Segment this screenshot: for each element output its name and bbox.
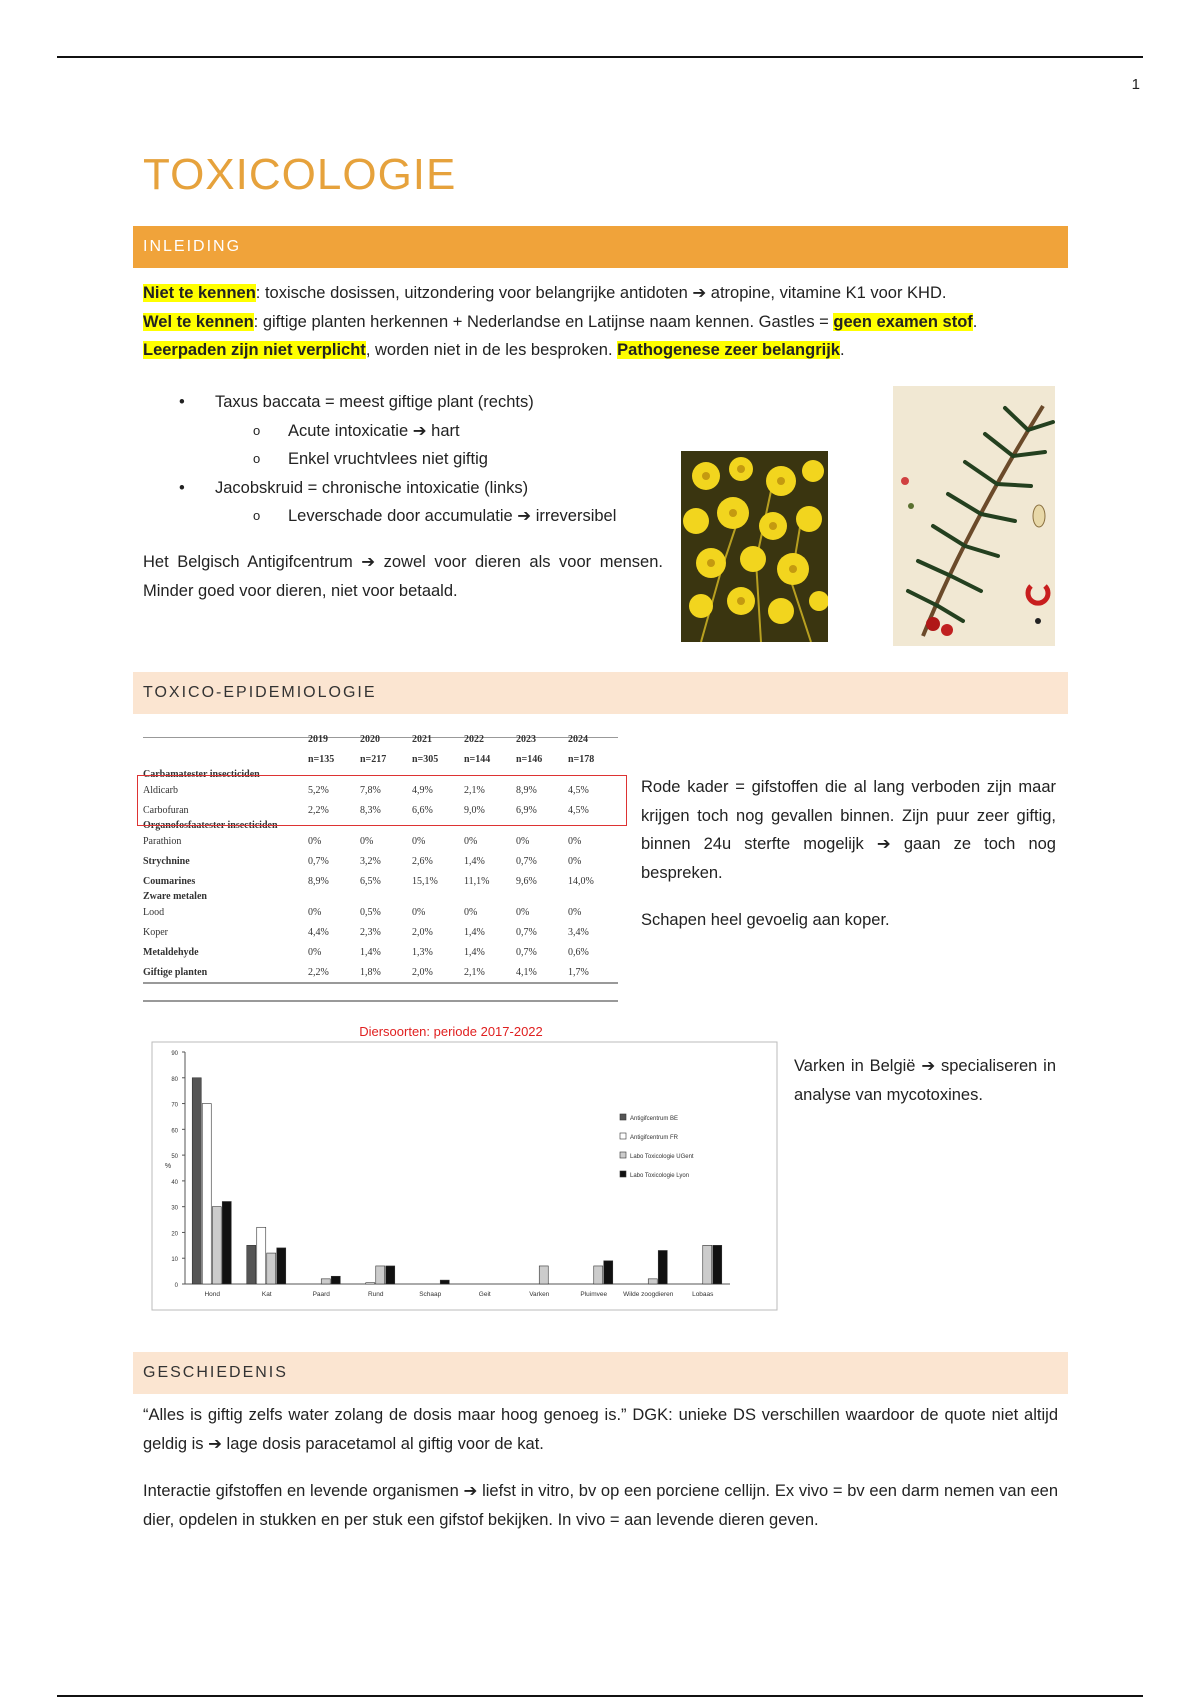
list-item: o Leverschade door accumulatie ➔ irreversibel: [143, 502, 616, 531]
bar: [594, 1266, 603, 1284]
y-tick-label: 0: [174, 1283, 178, 1289]
n-header: n=144: [464, 753, 491, 765]
y-tick-label: 60: [171, 1128, 178, 1135]
table-cell: 0%: [308, 835, 322, 847]
table-row: [143, 831, 620, 851]
y-tick-label: 80: [171, 1076, 178, 1083]
page-number: 1: [1131, 76, 1140, 93]
table-cell: 0%: [412, 835, 426, 847]
legend-swatch: [620, 1133, 626, 1139]
bar: [713, 1245, 722, 1284]
table-cell: [308, 891, 360, 902]
legend-swatch: [620, 1114, 626, 1120]
table-cell: 1,4%: [464, 926, 485, 938]
taxus-baccata-image: [893, 386, 1055, 646]
highlight-geen-examen-stof: geen examen stof: [833, 312, 973, 331]
table-cell: 0%: [308, 906, 322, 918]
table-cell: 5,2%: [308, 784, 329, 796]
highlight-wel-te-kennen: Wel te kennen: [143, 312, 254, 331]
table-cell: 1,8%: [360, 966, 381, 978]
list-item: o Enkel vruchtvlees niet giftig: [143, 445, 616, 474]
bar: [703, 1245, 712, 1284]
list-item: • Jacobskruid = chronische intoxicatie (links): [143, 474, 616, 503]
y-tick-label: 50: [171, 1154, 178, 1161]
table-cell: [412, 891, 464, 902]
x-tick-label: Wilde zoogdieren: [623, 1291, 674, 1298]
table-cell: 2,2%: [308, 804, 329, 816]
red-frame: [137, 775, 627, 826]
table-cell: 2,0%: [412, 966, 433, 978]
bar: [539, 1266, 548, 1284]
year-header: 2024: [568, 733, 588, 745]
legend-label: Labo Toxicologie UGent: [630, 1154, 694, 1160]
table-cell: [360, 891, 412, 902]
table-cell: 0%: [568, 906, 582, 918]
highlight-leerpaden: Leerpaden zijn niet verplicht: [143, 341, 366, 359]
table-cell: 2,1%: [464, 966, 485, 978]
table-cell: 0,7%: [308, 855, 329, 867]
table-row: [143, 871, 620, 891]
table-cell: 1,4%: [360, 946, 381, 958]
table-cell: 4,5%: [568, 784, 589, 796]
row-label: Koper: [143, 926, 168, 938]
n-header: n=178: [568, 753, 595, 765]
intro-line-1: [143, 279, 1058, 308]
bar: [321, 1279, 330, 1284]
row-label: Carbofuran: [143, 804, 189, 816]
row-label: Metaldehyde: [143, 946, 199, 958]
intro-line-1-text: : toxische dosissen, uitzondering voor belangrijke antidoten ➔ atropine, vitamine K1 voor KHD.: [255, 284, 947, 302]
x-tick-label: Pluimvee: [580, 1291, 608, 1298]
table-row: [143, 942, 620, 962]
species-chart-svg: [140, 1018, 790, 1313]
n-header: n=305: [412, 753, 439, 765]
table-cell: 7,8%: [360, 784, 381, 796]
section-geschiedenis: GESCHIEDENIS: [133, 1352, 1068, 1394]
table-cell: 0,7%: [516, 946, 537, 958]
n-header: n=146: [516, 753, 543, 765]
x-tick-label: Varken: [529, 1291, 550, 1298]
table-cell: 0%: [412, 906, 426, 918]
intro-line-3: [143, 336, 1058, 365]
bar: [247, 1245, 256, 1284]
legend-swatch: [620, 1171, 626, 1177]
table-cell: 8,9%: [308, 875, 329, 887]
schapen-text: Schapen heel gevoelig aan koper.: [641, 911, 890, 929]
row-label: Coumarines: [143, 875, 196, 887]
row-label: Aldicarb: [143, 784, 178, 796]
table-bottom-rule: [143, 982, 618, 984]
y-tick-label: 20: [171, 1231, 178, 1238]
history-paragraph-2: Interactie gifstoffen en levende organismen ➔ liefst in vitro, bv op een porciene cellijn. Ex vivo = bv een darm nemen van een dier, opdelen in stukken en per stuk een gifstof bekijken. In vivo = aan levende dieren geven.: [143, 1482, 1058, 1529]
taxus-illustration: [893, 386, 1055, 646]
rode-kader-text: Rode kader = gifstoffen die al lang verboden zijn maar krijgen toch nog gevallen binnen. Zijn puur zeer giftig, binnen 24u sterfte mogelijk ➔ gaan ze toch nog bespreken.: [641, 778, 1056, 882]
intro-line-2: [143, 308, 1058, 337]
intro-line-2-text: : giftige planten herkennen + Nederlandse en Latijnse naam kennen. Gastles =: [253, 312, 834, 331]
x-tick-label: Paard: [312, 1291, 330, 1298]
table-row: [143, 922, 620, 942]
bottom-rule: [57, 1695, 1143, 1697]
table-cell: [464, 891, 516, 902]
history-paragraph-1: “Alles is giftig zelfs water zolang de dosis maar hoog genoeg is.” DGK: unieke DS verschillen waardoor de quote niet altijd geldig is ➔ lage dosis paracetamol al giftig voor de kat.: [143, 1406, 1058, 1453]
x-tick-label: Kat: [261, 1291, 272, 1298]
y-tick-label: 10: [171, 1257, 178, 1264]
list-item: o Acute intoxicatie ➔ hart: [143, 417, 616, 446]
y-tick-label: 30: [171, 1205, 178, 1212]
row-label: Parathion: [143, 835, 182, 847]
table-cell: [516, 891, 568, 902]
table-cell: 1,7%: [568, 966, 589, 978]
year-header: 2019: [308, 733, 328, 745]
table-row: [143, 851, 620, 871]
n-header: n=135: [308, 753, 335, 765]
bar: [366, 1283, 375, 1284]
row-label: Giftige planten: [143, 966, 208, 978]
table-cell: 0,7%: [516, 855, 537, 867]
table-cell: 0%: [464, 835, 478, 847]
bar: [277, 1248, 286, 1284]
intro-line-3-text: , worden niet in de les besproken.: [365, 341, 618, 359]
legend-label: Antigifcentrum FR: [630, 1135, 679, 1141]
chart-title: Diersoorten: periode 2017-2022: [359, 1024, 543, 1039]
table-corner: [143, 729, 308, 749]
bar: [222, 1202, 231, 1284]
x-tick-label: Rund: [367, 1291, 384, 1298]
year-header: 2021: [412, 733, 432, 745]
year-header: 2023: [516, 733, 536, 745]
table-cell: 0%: [464, 906, 478, 918]
table-cell: 8,9%: [516, 784, 537, 796]
table-cell: 2,0%: [412, 926, 433, 938]
table-cell: 6,6%: [412, 804, 433, 816]
bar: [376, 1266, 385, 1284]
table-header-years: [143, 729, 620, 749]
year-header: 2022: [464, 733, 484, 745]
legend-swatch: [620, 1152, 626, 1158]
y-tick-label: 90: [171, 1051, 178, 1057]
highlight-niet-te-kennen: Niet te kennen: [143, 284, 256, 302]
table-cell: 4,4%: [308, 926, 329, 938]
table-cell: 14,0%: [568, 875, 594, 887]
bar: [331, 1276, 340, 1284]
table-row: [143, 902, 620, 922]
table-cell: 3,2%: [360, 855, 381, 867]
table-cell: 0,7%: [516, 926, 537, 938]
n-header: n=217: [360, 753, 387, 765]
row-label: Strychnine: [143, 855, 190, 867]
table-cell: 9,6%: [516, 875, 537, 887]
table-cell: 9,0%: [464, 804, 485, 816]
table-cell: 8,3%: [360, 804, 381, 816]
jacobskruid-illustration: [681, 451, 828, 642]
table-cell: 2,2%: [308, 966, 329, 978]
highlight-pathogenese: Pathogenese zeer belangrijk: [617, 341, 840, 359]
table-cell: 2,6%: [412, 855, 433, 867]
bar: [257, 1227, 266, 1284]
bar: [212, 1207, 221, 1284]
bar: [192, 1078, 201, 1284]
section-inleiding: INLEIDING: [133, 226, 1068, 268]
table-cell: 1,3%: [412, 946, 433, 958]
table-cell: 0%: [568, 835, 582, 847]
table-cell: 0%: [568, 855, 582, 867]
row-label: Lood: [143, 906, 165, 918]
toxico-table: [143, 729, 620, 982]
section-toxico-epidemiologie: TOXICO-EPIDEMIOLOGIE: [133, 672, 1068, 714]
table-cell: 2,1%: [464, 784, 485, 796]
x-tick-label: Lobaas: [692, 1291, 714, 1298]
intro-text: [143, 279, 1058, 365]
table-cell: 0,6%: [568, 946, 589, 958]
bar: [386, 1266, 395, 1284]
table-cell: [568, 891, 620, 902]
species-chart: [140, 1018, 790, 1313]
row-label: Carbamatester insecticiden: [143, 769, 260, 780]
top-rule: [57, 56, 1143, 58]
row-label: Zware metalen: [143, 891, 207, 902]
y-tick-label: 40: [171, 1179, 178, 1186]
row-label: Organofosfaatester insecticiden: [143, 820, 278, 831]
table-header-n: [143, 749, 620, 769]
plant-bullet-list: [143, 388, 616, 531]
x-tick-label: Geit: [478, 1291, 491, 1298]
intro-line-2-end: .: [972, 312, 978, 331]
table-cell: 0%: [516, 835, 530, 847]
bar: [202, 1104, 211, 1284]
table-row: [143, 962, 620, 982]
table-cell: 4,1%: [516, 966, 537, 978]
table-cell: 4,5%: [568, 804, 589, 816]
x-tick-label: Hond: [204, 1291, 221, 1298]
table-cell: 6,9%: [516, 804, 537, 816]
antigifcentrum-text: Het Belgisch Antigifcentrum ➔ zowel voor dieren als voor mensen. Minder goed voor dieren, niet voor betaald.: [143, 553, 663, 600]
list-item: • Taxus baccata = meest giftige plant (rechts): [143, 388, 616, 417]
table-cell: 15,1%: [412, 875, 438, 887]
table-cell: 2,3%: [360, 926, 381, 938]
x-tick-label: Schaap: [419, 1291, 442, 1298]
table-cell: 11,1%: [464, 875, 490, 887]
legend-label: Labo Toxicologie Lyon: [630, 1173, 690, 1179]
table-row: [143, 891, 620, 902]
bar: [648, 1279, 657, 1284]
table-bottom-rule-2: [143, 1000, 618, 1002]
table-cell: 0,5%: [360, 906, 381, 918]
varkens-text: Varken in België ➔ specialiseren in analyse van mycotoxines.: [794, 1057, 1056, 1104]
bar: [267, 1253, 276, 1284]
table-corner: [143, 749, 308, 769]
y-axis-label: %: [164, 1163, 172, 1170]
jacobskruid-image: [681, 451, 828, 642]
legend-label: Antigifcentrum BE: [630, 1116, 679, 1122]
table-cell: 4,9%: [412, 784, 433, 796]
year-header: 2020: [360, 733, 380, 745]
table-cell: 0%: [516, 906, 530, 918]
table-cell: 1,4%: [464, 855, 485, 867]
table-cell: 0%: [360, 835, 374, 847]
bar: [604, 1261, 613, 1284]
table-cell: 6,5%: [360, 875, 381, 887]
table-cell: 1,4%: [464, 946, 485, 958]
bar: [658, 1250, 667, 1284]
table-cell: 0%: [308, 946, 322, 958]
page-title: TOXICOLOGIE: [143, 150, 457, 199]
y-tick-label: 70: [171, 1102, 178, 1109]
table-cell: 3,4%: [568, 926, 589, 938]
bar: [440, 1280, 449, 1284]
intro-line-3-end: .: [839, 341, 845, 359]
